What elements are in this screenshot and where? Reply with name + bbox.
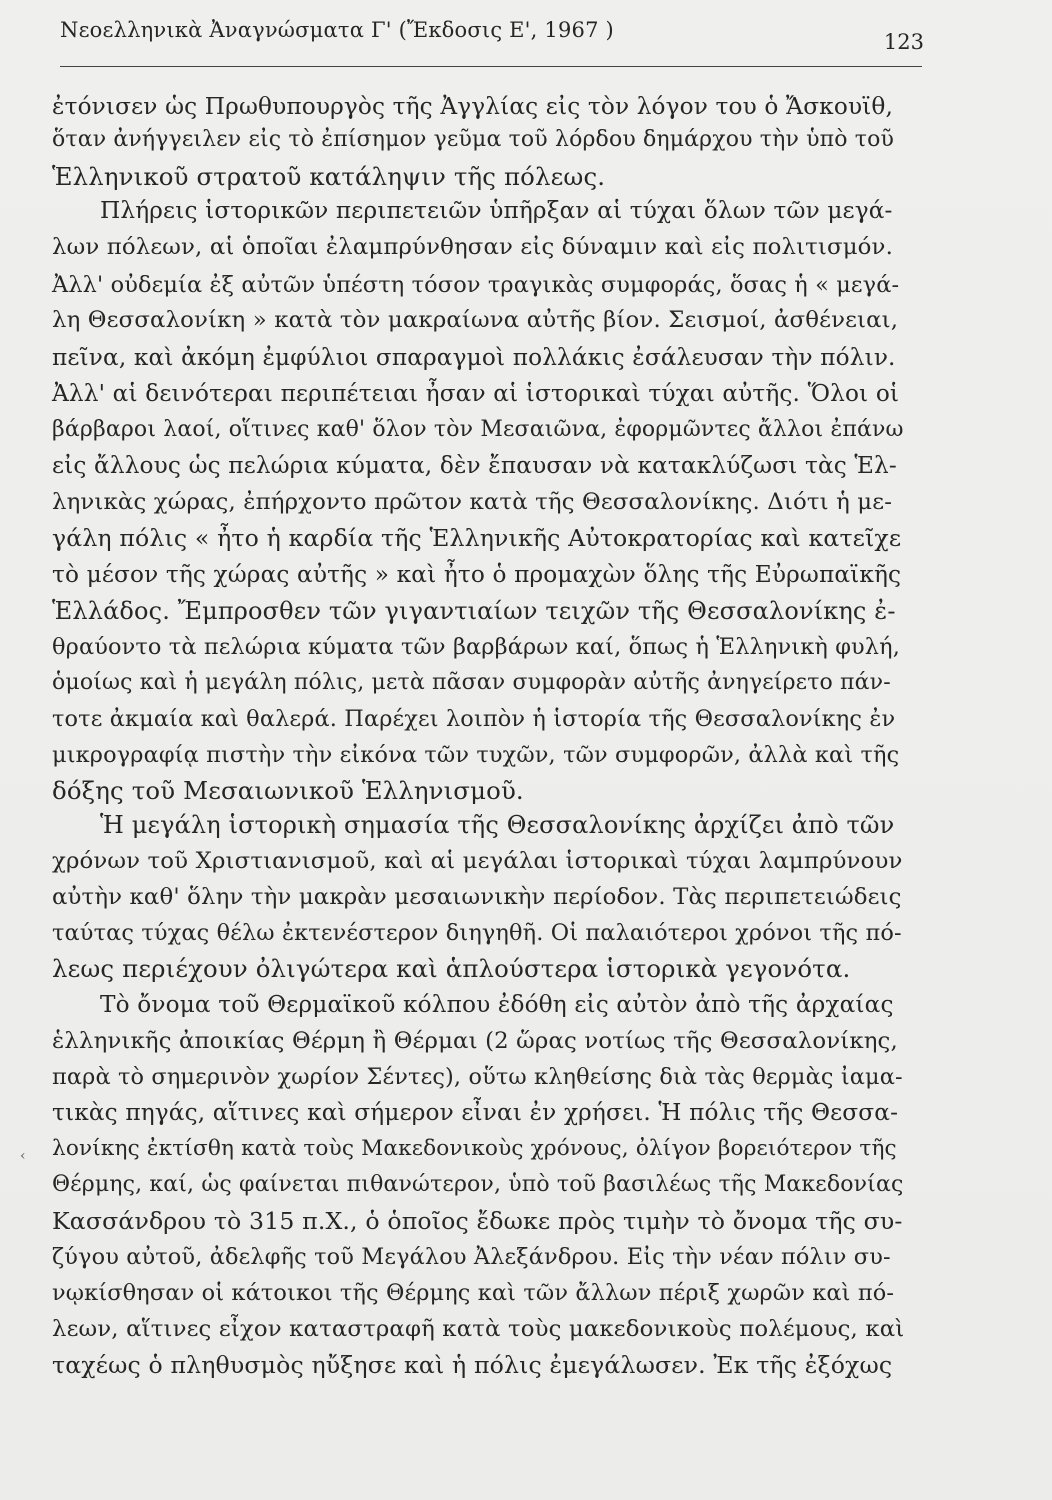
- text-line: αὐτὴν καθ' ὅλην τὴν μακρὰν μεσαιωνικὴν περίοδον. Τὰς περιπετειώδεις: [52, 884, 902, 910]
- text-line: βάρβαροι λαοί, οἵτινες καθ' ὅλον τὸν Μεσαιῶνα, ἐφορμῶντες ἄλλοι ἐπάνω: [52, 417, 904, 442]
- text-line: νῳκίσθησαν οἱ κάτοικοι τῆς Θέρμης καὶ τῶν ἄλλων πέριξ χωρῶν καὶ πό-: [52, 1280, 895, 1306]
- text-line: Ἑλλάδος. Ἔμπροσθεν τῶν γιγαντιαίων τειχῶν τῆς Θεσσαλονίκης ἐ-: [52, 597, 896, 625]
- text-line: Τὸ ὄνομα τοῦ Θερμαϊκοῦ κόλπου ἐδόθη εἰς αὐτὸν ἀπὸ τῆς ἀρχαίας: [100, 991, 894, 1018]
- text-line: ζύγου αὐτοῦ, ἀδελφῆς τοῦ Μεγάλου Ἀλεξάνδρου. Εἰς τὴν νέαν πόλιν συ-: [52, 1244, 891, 1270]
- page-number: 123: [883, 30, 924, 54]
- text-line: λεως περιέχουν ὀλιγώτερα καὶ ἁπλούστερα ἱστορικὰ γεγονότα.: [52, 954, 851, 983]
- text-line: τικὰς πηγάς, αἵτινες καὶ σήμερον εἶναι ἐν χρήσει. Ἡ πόλις τῆς Θεσσα-: [52, 1099, 899, 1126]
- text-line: ἐτόνισεν ὡς Πρωθυπουργὸς τῆς Ἀγγλίας εἰς τὸν λόγον του ὁ Ἄσκουϊθ,: [52, 93, 894, 120]
- text-line: Ἑλληνικοῦ στρατοῦ κατάληψιν τῆς πόλεως.: [52, 162, 606, 191]
- text-line: ὅταν ἀνήγγειλεν εἰς τὸ ἐπίσημον γεῦμα τοῦ λόρδου δημάρχου τὴν ὑπὸ τοῦ: [52, 127, 895, 152]
- text-line: ὁμοίως καὶ ἡ μεγάλη πόλις, μετὰ πᾶσαν συμφορὰν αὐτῆς ἀνηγείρετο πάν-: [52, 670, 891, 695]
- text-line: Κασσάνδρου τὸ 315 π.Χ., ὁ ὁποῖος ἔδωκε πρὸς τιμὴν τὸ ὄνομα τῆς συ-: [52, 1207, 903, 1235]
- text-line: λονίκης ἐκτίσθη κατὰ τοὺς Μακεδονικοὺς χρόνους, ὀλίγον βορειότερον τῆς: [52, 1136, 897, 1161]
- text-line: λων πόλεων, αἱ ὁποῖαι ἐλαμπρύνθησαν εἰς δύναμιν καὶ εἰς πολιτισμόν.: [52, 234, 893, 260]
- text-line: Ἀλλ' αἱ δεινότεραι περιπέτειαι ἦσαν αἱ ἱστορικαὶ τύχαι αὐτῆς. Ὅλοι οἱ: [52, 380, 900, 407]
- text-line: λη Θεσσαλονίκη » κατὰ τὸν μακραίωνα αὐτῆς βίον. Σεισμοί, ἀσθένειαι,: [52, 307, 899, 333]
- text-line: ἑλληνικῆς ἀποικίας Θέρμη ἢ Θέρμαι (2 ὥρας νοτίως τῆς Θεσσαλονίκης,: [52, 1028, 898, 1054]
- text-line: τοτε ἀκμαία καὶ θαλερά. Παρέχει λοιπὸν ἡ ἱστορία τῆς Θεσσαλονίκης ἐν: [52, 706, 896, 732]
- text-line: δόξης τοῦ Μεσαιωνικοῦ Ἑλληνισμοῦ.: [52, 776, 524, 805]
- text-line: μικρογραφίᾳ πιστὴν τὴν εἰκόνα τῶν τυχῶν, τῶν συμφορῶν, ἀλλὰ καὶ τῆς: [52, 742, 900, 768]
- text-line: θραύοντο τὰ πελώρια κύματα τῶν βαρβάρων καί, ὅπως ἡ Ἑλληνικὴ φυλή,: [52, 634, 900, 660]
- text-line: τὸ μέσον τῆς χώρας αὐτῆς » καὶ ἦτο ὁ προμαχὼν ὅλης τῆς Εὐρωπαϊκῆς: [52, 561, 902, 588]
- text-line: Ἀλλ' οὐδεμία ἐξ αὐτῶν ὑπέστη τόσον τραγικὰς συμφοράς, ὅσας ἡ « μεγά-: [52, 272, 900, 298]
- text-line: πεῖνα, καὶ ἀκόμη ἐμφύλιοι σπαραγμοὶ πολλάκις ἐσάλευσαν τὴν πόλιν.: [52, 344, 896, 371]
- text-line: λεων, αἵτινες εἶχον καταστραφῆ κατὰ τοὺς μακεδονικοὺς πολέμους, καὶ: [52, 1316, 905, 1342]
- text-line: γάλη πόλις « ἦτο ἡ καρδία τῆς Ἑλληνικῆς Αὐτοκρατορίας καὶ κατεῖχε: [52, 524, 902, 552]
- text-line: χρόνων τοῦ Χριστιανισμοῦ, καὶ αἱ μεγάλαι ἱστορικαὶ τύχαι λαμπρύνουν: [52, 848, 903, 874]
- text-line: Ἡ μεγάλη ἱστορικὴ σημασία τῆς Θεσσαλονίκης ἀρχίζει ἀπὸ τῶν: [100, 811, 895, 839]
- text-line: εἰς ἄλλους ὡς πελώρια κύματα, δὲν ἔπαυσαν νὰ κατακλύζωσι τὰς Ἑλ-: [52, 452, 897, 479]
- text-line: ταχέως ὁ πληθυσμὸς ηὔξησε καὶ ἡ πόλις ἐμεγάλωσεν. Ἐκ τῆς ἐξόχως: [52, 1351, 893, 1379]
- text-line: ληνικὰς χώρας, ἐπήρχοντο πρῶτον κατὰ τῆς Θεσσαλονίκης. Διότι ἡ με-: [52, 489, 893, 515]
- text-line: Θέρμης, καί, ὡς φαίνεται πιθανώτερον, ὑπὸ τοῦ βασιλέως τῆς Μακεδονίας: [52, 1172, 904, 1197]
- text-line: Πλήρεις ἱστορικῶν περιπετειῶν ὑπῆρξαν αἱ τύχαι ὅλων τῶν μεγά-: [100, 197, 893, 224]
- running-title: Νεοελληνικὰ Ἀναγνώσματα Γ' (Ἔκδοσις Ε', 1967 ): [60, 18, 614, 42]
- text-line: ταύτας τύχας θέλω ἐκτενέστερον διηγηθῆ. Οἱ παλαιότεροι χρόνοι τῆς πό-: [52, 920, 902, 946]
- text-line: παρὰ τὸ σημερινὸν χωρίον Σέντες), οὕτω κληθείσης διὰ τὰς θερμὰς ἰαμα-: [52, 1064, 903, 1090]
- margin-mark: ‹: [20, 1148, 26, 1164]
